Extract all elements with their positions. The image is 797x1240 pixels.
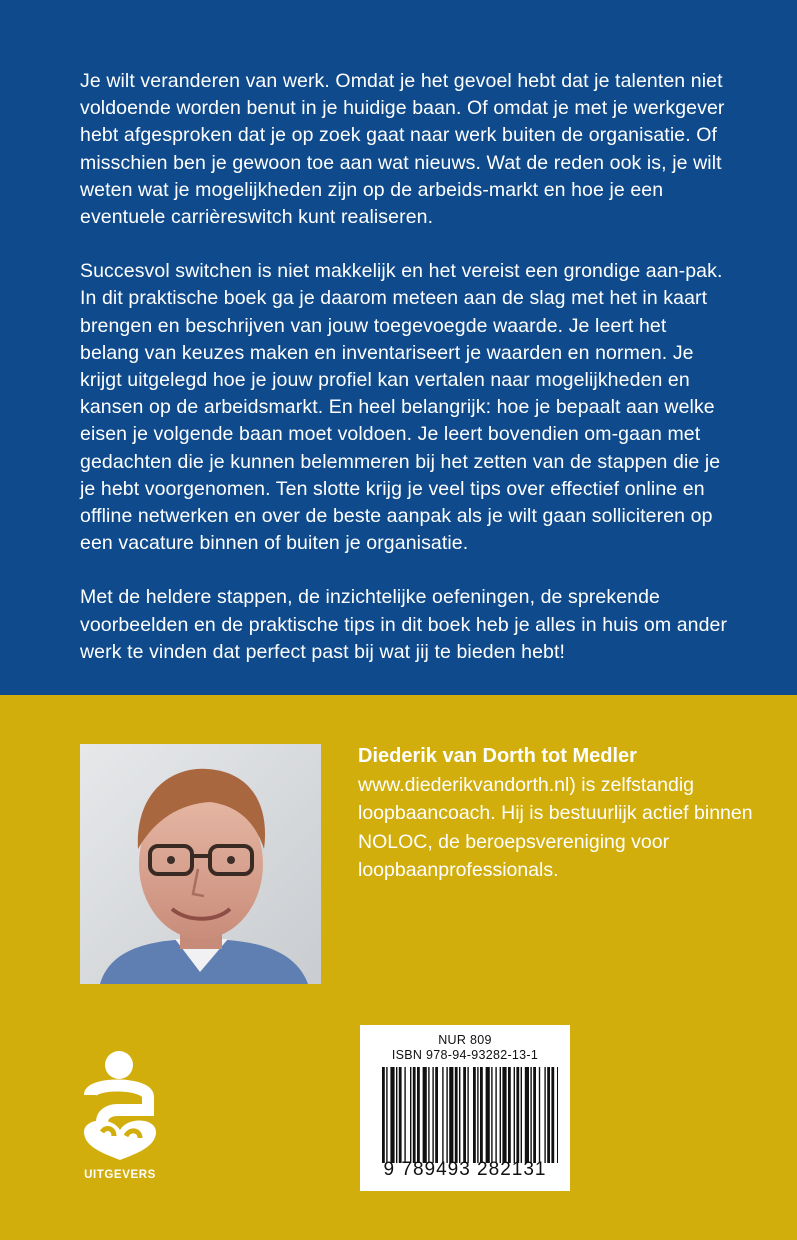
blurb-text	[80, 68, 730, 693]
barcode-bar	[525, 1067, 529, 1163]
barcode-bar	[410, 1067, 411, 1163]
barcode-bar	[502, 1067, 506, 1163]
barcode-bar	[449, 1067, 453, 1163]
isbn-number: ISBN 978-94-93282-13-1	[391, 1048, 539, 1062]
author-panel	[0, 695, 797, 1240]
barcode-bar	[491, 1067, 492, 1163]
barcode-bar	[435, 1067, 438, 1163]
barcode-bar	[514, 1067, 515, 1163]
author-description: www.diederikvandorth.nl) is zelfstandig loopbaancoach. Hij is bestuurlijk actief binnen NOLOC, de beroepsvereniging voor loopbaanprofessionals.	[358, 773, 753, 881]
blurb-paragraph-3: Met de heldere stappen, de inzichtelijke oefeningen, de sprekende voorbeelden en de praktische tips in dit boek heb je alles in huis om ander werk te vinden dat perfect past bij wat jij te bieden hebt!	[80, 586, 728, 663]
barcode-bar	[386, 1067, 387, 1163]
barcode-bar	[404, 1067, 405, 1163]
blurb-paragraph-2: Succesvol switchen is niet makkelijk en het vereist een grondige aan-pak. In dit praktische boek ga je daarom meteen aan de slag met het in kaart brengen en beschrijven van jouw toegevoegde waarde. Je leert het belang van keuzes maken en inventariseert je waarden en normen. Je krijgt uitgelegd hoe je jouw profiel kan vertalen naar mogelijkheden en kansen op de arbeidsmarkt. En heel belangrijk: hoe je bepaalt aan welke eisen je volgende baan moet voldoen. Je leert bovendien om-gaan met gedachten die je kunnen belemmeren bij het zetten van de stappen die je je hebt voorgenomen. Ten slotte krijg je veel tips over effectief online en offline netwerken en over de beste aanpak als je wilt gaan solliciteren op een vacature binnen of buiten je organisatie.	[80, 260, 723, 555]
barcode-digits: 9 789493 282131	[383, 1159, 547, 1180]
barcode-box	[360, 1025, 570, 1191]
barcode-bar	[463, 1067, 466, 1163]
barcode-bar	[477, 1067, 478, 1163]
barcode-bar	[442, 1067, 443, 1163]
barcode-bar	[495, 1067, 496, 1163]
barcode-bar	[551, 1067, 554, 1163]
barcode-bar	[480, 1067, 483, 1163]
barcode-bar	[382, 1067, 385, 1163]
barcode-bar	[399, 1067, 402, 1163]
barcode-bar	[390, 1067, 394, 1163]
barcode-bar	[417, 1067, 420, 1163]
barcode-bar	[547, 1067, 550, 1163]
s2-logo-icon	[80, 1050, 160, 1165]
barcode-bars	[382, 1067, 558, 1163]
barcode-bar	[486, 1067, 490, 1163]
barcode-bar	[467, 1067, 468, 1163]
barcode-bar	[459, 1067, 460, 1163]
barcode-bar	[530, 1067, 531, 1163]
barcode-bar	[516, 1067, 519, 1163]
publisher-name: UITGEVERS	[84, 1169, 156, 1181]
barcode-bar	[396, 1067, 397, 1163]
barcode-bar	[539, 1067, 540, 1163]
blurb-paragraph-1: Je wilt veranderen van werk. Omdat je het gevoel hebt dat je talenten niet voldoende worden benut in je huidige baan. Of omdat je met je werkgever hebt afgesproken dat je op zoek gaat naar werk buiten de organisatie. Of misschien ben je gewoon toe aan wat nieuws. Wat de reden ook is, je wilt weten wat je mogelijkheden zijn op de arbeids-markt en hoe je een eventuele carrièreswitch kunt realiseren.	[80, 70, 725, 229]
barcode-bar	[533, 1067, 536, 1163]
author-name: Diederik van Dorth tot Medler	[358, 745, 637, 767]
barcode-bar	[557, 1067, 558, 1163]
barcode-bar	[423, 1067, 427, 1163]
barcode-bar	[413, 1067, 416, 1163]
barcode-bar	[500, 1067, 501, 1163]
barcode-bar	[428, 1067, 429, 1163]
publisher-logo	[80, 1050, 160, 1180]
nur-code: NUR 809	[438, 1033, 492, 1047]
barcode-bar	[521, 1067, 522, 1163]
barcode-bar	[473, 1067, 476, 1163]
author-bio	[358, 742, 758, 885]
barcode-bar	[508, 1067, 511, 1163]
author-photo	[80, 744, 321, 984]
barcode-bar	[432, 1067, 433, 1163]
barcode-bar	[455, 1067, 458, 1163]
barcode-bar	[544, 1067, 545, 1163]
barcode-bar	[446, 1067, 447, 1163]
